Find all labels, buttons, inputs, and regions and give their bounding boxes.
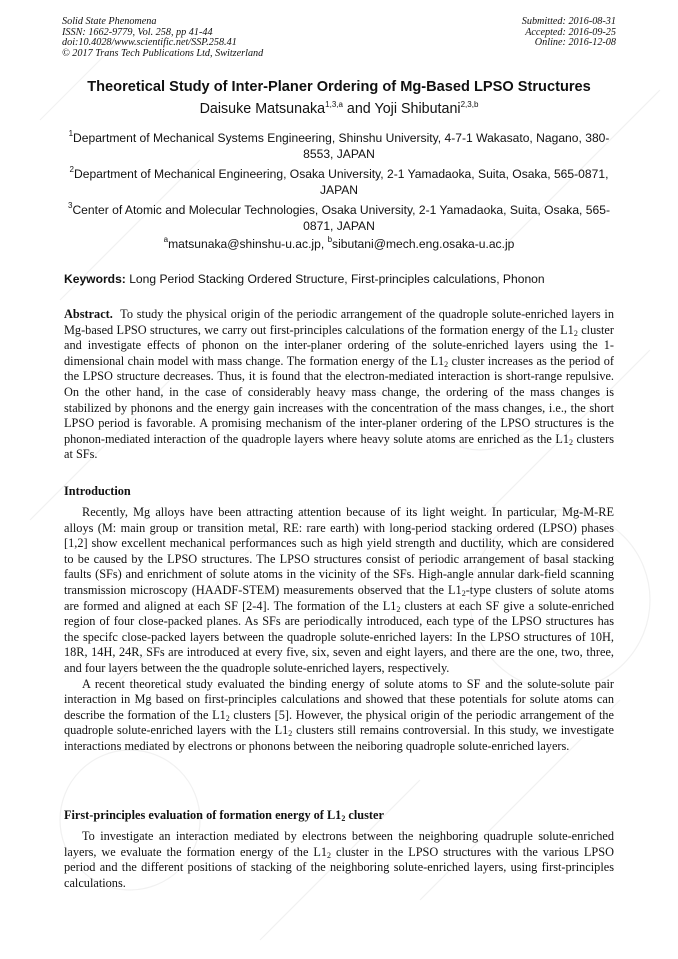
abstract-text-1: To study the physical origin of the periodic arrangement of the quadrople solute-enriched layers in Mg-based LPSO structures, we carry out first-principles calculations of the formation energy of the L1	[64, 307, 614, 337]
paper-title: Theoretical Study of Inter-Planer Ordering of Mg-Based LPSO Structures	[87, 79, 591, 95]
text-run: clusters at each SF give a solute-enriched region of four close-packed planes. As SFs are periodically introduced, each type of the LPSO structures has the specifc close-packed layers between the quadrople solute-enriched layers: In the LPSO structures of 10H, 18R, 14H, 24R, SFs are introduced at every five, six, seven and eight layers, and there are the one, two, three, and four layers between the the quadrople solute-enriched layers, respectively.	[64, 598, 614, 675]
online-date: Online: 2016-12-08	[534, 37, 616, 49]
affiliation-3	[64, 202, 614, 234]
affiliation-text: Department of Mechanical Systems Engineering, Shinshu University, 4-7-1 Wakasato, Nagano, 380-8553, JAPAN	[73, 131, 610, 161]
keywords-text: Long Period Stacking Ordered Structure, First-principles calculations, Phonon	[125, 272, 545, 286]
text-run: clusters [5]. However, the physical origin of the periodic arrangement of the quadrople solute-enriched layers with the L1	[64, 707, 614, 738]
author-2: Yoji Shibutani	[374, 101, 461, 117]
subscript: 2	[327, 850, 332, 860]
keywords	[64, 272, 624, 286]
email-a-marker: a	[163, 235, 169, 244]
introduction-paragraph-2	[64, 677, 614, 755]
affiliation-marker: 2	[69, 165, 74, 174]
introduction-heading: Introduction	[64, 484, 131, 498]
doi-line: doi:10.4028/www.scientific.net/SSP.258.41	[62, 37, 237, 49]
text-run: A recent theoretical study evaluated the binding energy of solute atoms to SF and the solute-solute pair interaction in Mg based on first-principles calculations and showed that these potentials for solute atoms can describe the formation of the L1	[64, 676, 614, 722]
affiliation-marker: 1	[68, 129, 74, 138]
affiliation-marker: 3	[67, 201, 73, 210]
affiliation-text: Department of Mechanical Engineering, Osaka University, 2-1 Yamadaoka, Suita, Osaka, 565-0871, JAPAN	[74, 167, 609, 197]
section-2-body	[64, 829, 614, 891]
abstract-text-4: clusters at SFs.	[64, 431, 615, 462]
subscript: 2	[396, 604, 401, 614]
introduction-body	[64, 505, 614, 755]
author-line	[0, 101, 678, 117]
text-run: Recently, Mg alloys have been attracting attention because of its light weight. In particular, Mg-M-RE alloys (M: main group or transition metal, RE: rare earth) with long-period stacking ordered (LPSO) phases [1,2] show excellent mechanical performances such as high yield strength and ductility, which are considered to be caused by the LPSO structures. The LPSO structures consist of periodic arrangement of basal stacking faults (SFs) and enrichment of solute atoms in the vicinity of the SFs. High-angle annular dark-field scanning transmission microscopy (HAADF-STEM) measurements observed that the L1	[64, 505, 614, 597]
text-run: cluster in the LPSO structures with the various LPSO period and the different positions of stacking of the neighboring solute-enriched layers, using first-principles calculations.	[64, 844, 614, 890]
heading-text: cluster	[345, 808, 384, 822]
author-1-affil: 1,3,a	[325, 100, 343, 109]
subscript: 2	[341, 814, 346, 823]
text-run: clusters still remains controversial. In this study, we investigate interactions mediated by electrons or phonons between the neiboring quadrople solute-enriched layers.	[64, 723, 614, 753]
subscript: 2	[225, 713, 230, 723]
section-2-paragraph-1	[64, 829, 614, 891]
introduction-paragraph-1	[64, 505, 614, 677]
author-1: Daisuke Matsunaka	[199, 101, 326, 117]
copyright-line: © 2017 Trans Tech Publications Ltd, Switzerland	[62, 47, 264, 59]
journal-info	[62, 17, 263, 59]
publication-dates	[522, 17, 616, 49]
email-a[interactable]: matsunaka@shinshu-u.ac.jp,	[168, 237, 328, 251]
heading-text: First-principles evaluation of formation energy of L1	[64, 808, 342, 822]
accepted-date: Accepted: 2016-09-25	[525, 26, 616, 38]
abstract-label: Abstract.	[64, 307, 113, 321]
abstract	[64, 307, 614, 463]
email-line	[0, 237, 678, 251]
submitted-date: Submitted: 2016-08-31	[521, 16, 616, 27]
keywords-label: Keywords:	[64, 272, 126, 286]
text-run: -type clusters of solute atoms are formed and aligned at each SF [2-4]. The formation of the L1	[64, 582, 614, 613]
subscript: 2	[461, 588, 466, 598]
subscript: 2	[288, 729, 293, 739]
abstract-text-3: cluster increases as the period of the LPSO structure decreases. Thus, it is found that the electron-mediated interaction is short-range repulsive. On the other hand, in the case of considerably heavy mass change, the ordering of the mass changes is stabilized by phonons and the energy gain increases with the concentration of the mass changes, i.e., the short LPSO period is favorable. A promising mechanism of the inter-planer ordering of the LPSO structures is the phonon-mediated interaction of the quadrople layers where heavy solute atoms are enriched as the L1	[64, 353, 614, 446]
subscript: 2	[569, 437, 573, 447]
author-conjunction: and	[342, 101, 375, 117]
email-b-marker: b	[327, 235, 333, 244]
subscript: 2	[444, 359, 449, 369]
subscript: 2	[573, 328, 578, 338]
section-2-heading	[64, 808, 384, 823]
email-b[interactable]: sibutani@mech.eng.osaka-u.ac.jp	[332, 237, 515, 251]
issn-line: ISSN: 1662-9779, Vol. 258, pp 41-44	[62, 26, 213, 38]
affiliation-1	[64, 130, 614, 162]
affiliation-2	[64, 166, 614, 198]
journal-name: Solid State Phenomena	[62, 16, 157, 27]
text-run: To investigate an interaction mediated by electrons between the neighboring quadruple solute-enriched layers, we evaluate the formation energy of the L1	[64, 829, 614, 859]
abstract-text-2: cluster and investigate effects of phonon on the inter-planer ordering of the solute-enriched layers using the 1-dimensional chain model with mass change. The formation energy of the L1	[64, 322, 614, 368]
affiliation-text: Center of Atomic and Molecular Technologies, Osaka University, 2-1 Yamadaoka, Suita, Osaka, 565-0871, JAPAN	[72, 203, 610, 233]
author-2-affil: 2,3,b	[460, 100, 479, 109]
